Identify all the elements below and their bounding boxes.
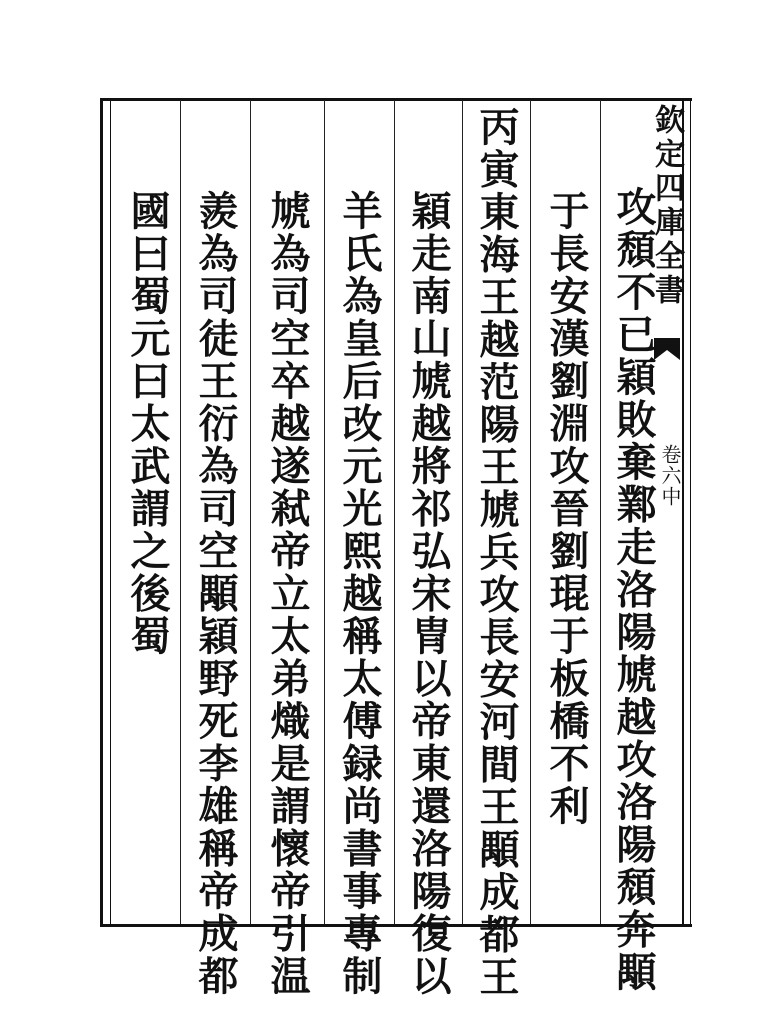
- text-column-3: 丙寅東海王越范陽王虓兵攻長安河間王顒成都王: [473, 106, 520, 999]
- column-rule: [600, 100, 601, 924]
- column-rule: [324, 100, 325, 924]
- text-column-2: 于長安漢劉淵攻晉劉琨于板橋不利: [543, 190, 590, 828]
- margin-volume-label: 卷六中: [658, 444, 682, 507]
- column-rule: [462, 100, 463, 924]
- text-column-1: 攻頹不已穎敗棄鄴走洛陽虓越攻洛陽頹奔顒: [610, 186, 657, 994]
- column-rule: [394, 100, 395, 924]
- text-column-4: 穎走南山虓越將祁弘宋冑以帝東還洛陽復以: [405, 190, 452, 998]
- margin-book-title: 欽定四庫全書: [649, 104, 684, 308]
- text-column-8: 國曰蜀元曰太武謂之後蜀: [124, 190, 171, 658]
- text-column-6: 虓為司空卒越遂弒帝立太弟熾是謂懷帝引温: [264, 190, 311, 998]
- frame-top-border: [100, 98, 692, 101]
- text-column-7: 羨為司徒王衍為司空顒穎野死李雄稱帝成都: [192, 190, 239, 998]
- column-rule: [180, 100, 181, 924]
- column-rule: [250, 100, 251, 924]
- frame-left-border: [100, 98, 103, 927]
- frame-left-inner-border: [110, 100, 111, 924]
- column-rule: [530, 100, 531, 924]
- margin-divider-outer: [690, 98, 691, 924]
- text-column-5: 羊氏為皇后改元光熙越稱太傅録尚書事專制: [336, 190, 383, 998]
